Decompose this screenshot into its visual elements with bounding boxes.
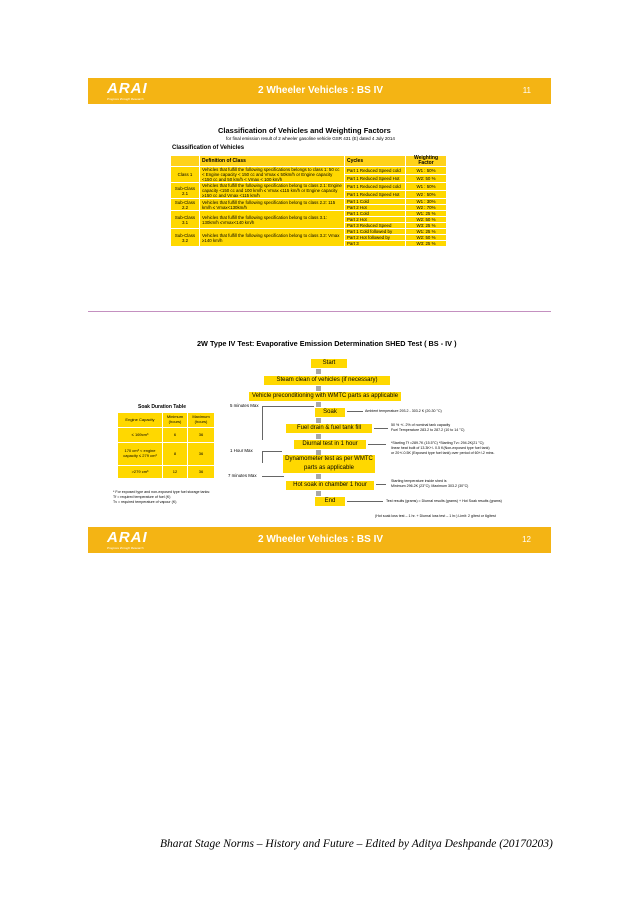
slide-11-header-title: 2 Wheeler Vehicles : BS IV xyxy=(258,85,384,96)
soak-cell: 36 xyxy=(188,443,215,466)
definition-cell: Vehicles that fulfill the following specification belong to class 3.2: Vmax ≥140 km/h xyxy=(200,229,345,247)
table-header: Definition of Class xyxy=(200,156,345,167)
connector-square xyxy=(316,369,321,374)
definition-cell: Vehicles that fulfill the following specification belong to class 2.2: 115 km/h ≤ Vmax<130km/h xyxy=(200,199,345,211)
soak-cell: 36 xyxy=(188,428,215,443)
soak-table-title: Soak Duration Table xyxy=(138,404,186,410)
slide-12-page-number: 12 xyxy=(522,535,531,544)
connector-square xyxy=(316,418,321,423)
time-line xyxy=(262,451,263,463)
time-line xyxy=(262,451,282,452)
step-start: Start xyxy=(311,359,347,368)
slide-12-header-bar xyxy=(88,527,551,553)
note-diurnal-3: or 20+/-0.5K (Exposed type fuel tank) over period of 60+/-2 mins. xyxy=(391,451,495,455)
connector-square xyxy=(316,386,321,391)
time-line xyxy=(262,406,263,440)
note-fuel-1: 50 % +/- 2% of nominal tank capacity xyxy=(391,423,451,427)
class-cell: Sub-Class 2.2 xyxy=(171,199,200,211)
soak-cell: 8 xyxy=(163,443,188,466)
step-hot-soak: Hot soak in chamber 1 hour xyxy=(286,481,374,490)
cycle-cell: Part 1 Cold xyxy=(345,211,406,217)
definition-cell: Vehicles that fulfill the following specifications belongs to class 1: 50 cc < Engine capacity < 150 cc and Vmax ≤ 50km/h or Engine capacity <150 cc and 50 km/h < Vmax < 100 km/h xyxy=(200,167,345,183)
definition-cell: Vehicles that fulfill the following specification belong to class 3.1: 130km/h ≤Vmax<140 km/h xyxy=(200,211,345,229)
cycle-cell: Part 2 Hot xyxy=(345,217,406,223)
cycle-cell: Part 1 Cold xyxy=(345,199,406,205)
soak-cell: 170 cm³ < engine capacity ≤ 279 cm³ xyxy=(118,443,163,466)
soak-header: Minimum (hours) xyxy=(163,413,188,428)
slide-12-header-title: 2 Wheeler Vehicles : BS IV xyxy=(258,534,384,545)
classification-table xyxy=(170,155,447,247)
weight-cell: W1 : 50% xyxy=(406,167,447,175)
cycle-cell: Part 2 Hot followed by xyxy=(345,235,406,241)
connector-square xyxy=(316,491,321,496)
cycle-cell: Part 2 Hot xyxy=(345,205,406,211)
step-steam-clean: Steam clean of vehicles (if necessary) xyxy=(264,376,390,385)
slide-separator xyxy=(88,311,551,312)
table-header: Cycles xyxy=(345,156,406,167)
weight-cell: W1: 25 % xyxy=(406,229,447,235)
connector-square xyxy=(316,474,321,479)
note-hot-soak-2: Minimum 296.2K (23°C); Maximum 303.2 (30°C) xyxy=(391,484,469,488)
soak-header: Maximum (hours) xyxy=(188,413,215,428)
weight-cell: W2: 50 % xyxy=(406,235,447,241)
step-end: End xyxy=(315,497,345,506)
section-heading: Classification of Vehicles xyxy=(172,145,245,151)
cycle-cell: Part 3 xyxy=(345,241,406,247)
cycle-cell: Part 1 Reduced Speed cold xyxy=(345,183,406,191)
note-fuel-2: Fuel Temperature 283.2 to 287.2 (10 to 14 °C) xyxy=(391,428,465,432)
note-end: Test results (grams) = Diurnal results (grams) + Hot Soak results (grams) xyxy=(386,499,502,503)
weight-cell: W1 : 50% xyxy=(406,183,447,191)
weight-cell: W2 : 50% xyxy=(406,191,447,199)
cycle-cell: Part 3 Reduced Speed xyxy=(345,223,406,229)
footnote: Tv = required temperature of vapour (K) xyxy=(113,500,177,504)
slide-11-page-number: 11 xyxy=(522,86,531,95)
slide-12-title: 2W Type IV Test: Evaporative Emission Determination SHED Test ( BS - IV ) xyxy=(197,339,457,348)
cycle-cell: Part 1 Reduced Speed Hot xyxy=(345,191,406,199)
connector-square xyxy=(316,434,321,439)
weight-cell: W3: 25 % xyxy=(406,223,447,229)
note-line xyxy=(368,444,386,445)
weight-cell: W3: 25 % xyxy=(406,241,447,247)
class-cell: Sub-Class 2.1 xyxy=(171,183,200,199)
arai-logo: ARAI Progress through Research xyxy=(107,529,148,550)
connector-square xyxy=(316,402,321,407)
arai-logo: ARAI Progress through Research xyxy=(107,80,148,101)
slide-11-title: Classification of Vehicles and Weighting Factors xyxy=(218,126,391,135)
slide-11-header-bar xyxy=(88,78,551,104)
note-hot-soak-1: Starting temperature inside shed is xyxy=(391,479,447,483)
note-soak: Ambient temperature 293.2 - 303.2 K (20-30 °C) xyxy=(365,409,442,413)
time-line xyxy=(262,406,314,407)
soak-cell: >279 cm³ xyxy=(118,466,163,479)
soak-cell: ≤ 169cm³ xyxy=(118,428,163,443)
time-label: 1 Hour Max xyxy=(230,448,253,453)
definition-cell: Vehicles that fulfill the following specification belong to class 2.1: Engine capacity <150 cc and 100 km/h ≤ Vmax ≤115 km/h or Engine capacity ≥150 cc and Vmax <115 km/h xyxy=(200,183,345,199)
note-line xyxy=(347,411,363,412)
soak-cell: 36 xyxy=(188,466,215,479)
soak-header: Engine Capacity xyxy=(118,413,163,428)
slide-11-subtitle: for final emission result of 2 wheeler gasoline vehicle GSR 431 (E) dated 4 July 2014 xyxy=(226,136,395,141)
cycle-cell: Part 1 Reduced Speed cold xyxy=(345,167,406,175)
table-header: Weighting Factor xyxy=(406,156,447,167)
time-label: 7 minutes Max xyxy=(228,473,257,478)
table-header xyxy=(171,156,200,167)
weight-cell: W2: 50 % xyxy=(406,217,447,223)
class-cell: Sub-Class 3.2 xyxy=(171,229,200,247)
weight-cell: W1: 25 % xyxy=(406,211,447,217)
note-line xyxy=(347,501,383,502)
cycle-cell: Part 1 Reduced Speed Hot xyxy=(345,175,406,183)
note-diurnal-2: linear heat built of 13.3K+/- 0.5 K(Non-exposed type fuel tank) xyxy=(391,446,490,450)
soak-duration-table xyxy=(117,412,215,479)
note-limit: (Hot soak loss test – 1 hr. + Diurnal loss test – 1 hr.) Limit: 2 g/test or 6g/test xyxy=(375,514,496,518)
note-line xyxy=(376,484,386,485)
step-soak: Soak xyxy=(315,408,345,417)
footnote: * For exposed type and non-exposed type fuel storage tanks: xyxy=(113,490,211,494)
note-line xyxy=(374,428,388,429)
step-dynamometer: Dynamometer test as per WMTC parts as applicable xyxy=(283,455,375,473)
note-diurnal-1: *Starting Tf =289.7K (15.5°C) *Starting Tv= 294.2K(21 °C); xyxy=(391,441,485,445)
step-fuel-drain: Fuel drain & fuel tank fill xyxy=(286,424,372,433)
weight-cell: W2: 50 % xyxy=(406,175,447,183)
class-cell: Sub-Class 3.1 xyxy=(171,211,200,229)
time-line xyxy=(262,476,284,477)
time-label: 5 minutes Max xyxy=(230,403,259,408)
footnote: Tf = required temperature of fuel (K) xyxy=(113,495,171,499)
class-cell: Class 1 xyxy=(171,167,200,183)
step-preconditioning: Vehicle preconditioning with WMTC parts as applicable xyxy=(249,392,401,401)
cycle-cell: Part 1 Cold followed by xyxy=(345,229,406,235)
soak-cell: 6 xyxy=(163,428,188,443)
step-diurnal: Diurnal test in 1 hour xyxy=(294,440,366,449)
soak-cell: 12 xyxy=(163,466,188,479)
page-footer: Bharat Stage Norms – History and Future – Edited by Aditya Deshpande (20170203) xyxy=(160,838,553,850)
weight-cell: W1 : 30% xyxy=(406,199,447,205)
weight-cell: W2 : 70% xyxy=(406,205,447,211)
